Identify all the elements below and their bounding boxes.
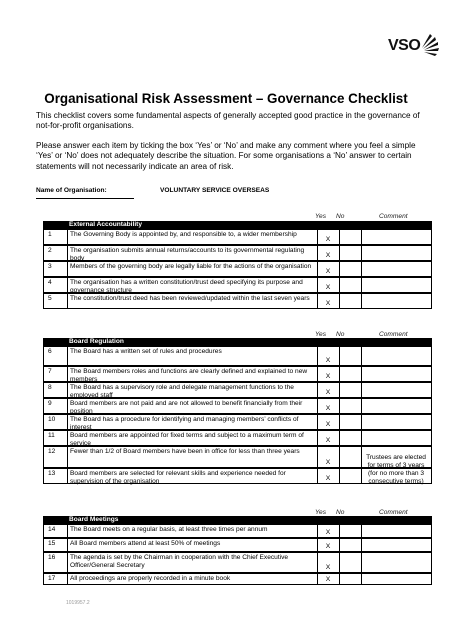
comment-field[interactable] bbox=[361, 246, 431, 260]
comment-field[interactable] bbox=[361, 367, 431, 381]
yes-checkbox-text: X bbox=[325, 252, 331, 259]
no-checkbox[interactable] bbox=[339, 246, 362, 260]
checklist-row bbox=[43, 552, 432, 573]
instructions-paragraph: Please answer each item by ticking the box ‘Yes’ or ‘No’ and make any comment where you feel a simple ‘Yes’ or ‘No’ does not adequately describe the situation. For some organisations a ‘No’ answer to certain statements will not necessarily indicate an area of risk. bbox=[36, 141, 416, 171]
item-number bbox=[44, 294, 68, 308]
yes-checkbox[interactable] bbox=[317, 525, 340, 537]
yes-checkbox[interactable] bbox=[317, 246, 340, 260]
yes-checkbox[interactable] bbox=[317, 553, 340, 572]
no-checkbox[interactable] bbox=[339, 347, 362, 365]
item-number-text: 1 bbox=[48, 231, 52, 238]
checklist-row bbox=[43, 430, 432, 446]
item-number-text: 7 bbox=[48, 368, 52, 375]
yes-checkbox-text: X bbox=[325, 300, 331, 307]
checklist-row bbox=[43, 346, 432, 366]
document-reference: 1019957.2 bbox=[66, 600, 90, 606]
yes-checkbox[interactable] bbox=[317, 347, 340, 365]
no-checkbox[interactable] bbox=[339, 447, 362, 467]
section-title: Board Meetings bbox=[69, 516, 119, 523]
logo-text: VSO bbox=[388, 37, 421, 54]
item-number-text: 11 bbox=[48, 432, 55, 439]
yes-checkbox-text: X bbox=[325, 564, 331, 571]
no-checkbox[interactable] bbox=[339, 539, 362, 551]
item-statement-text: The organisation submits annual returns/accounts to its governmental regulating body bbox=[70, 247, 305, 262]
item-number-text: 8 bbox=[48, 384, 52, 391]
yes-checkbox-text: X bbox=[325, 284, 331, 291]
checklist-row bbox=[43, 245, 432, 261]
comment-field[interactable] bbox=[361, 294, 431, 308]
comment-field[interactable] bbox=[361, 574, 431, 584]
item-statement-text: Fewer than 1/2 of Board members have been in office for less than three years bbox=[70, 448, 300, 455]
checklist-row bbox=[43, 261, 432, 277]
comment-field[interactable] bbox=[361, 278, 431, 292]
comment-field[interactable] bbox=[361, 447, 431, 485]
column-header-no: No bbox=[336, 213, 345, 220]
item-statement bbox=[67, 415, 318, 429]
item-number-text: 16 bbox=[48, 554, 56, 561]
yes-checkbox-text: X bbox=[325, 576, 331, 583]
item-number bbox=[44, 278, 68, 292]
sunburst-icon bbox=[418, 32, 440, 60]
organisation-underline bbox=[36, 198, 134, 199]
item-number bbox=[44, 553, 68, 572]
item-statement bbox=[67, 574, 318, 584]
comment-field[interactable] bbox=[361, 525, 431, 537]
no-checkbox[interactable] bbox=[339, 469, 362, 483]
item-number bbox=[44, 525, 68, 537]
no-checkbox[interactable] bbox=[339, 574, 362, 584]
item-statement bbox=[67, 347, 318, 365]
no-checkbox[interactable] bbox=[339, 230, 362, 244]
checklist-row bbox=[43, 229, 432, 245]
yes-checkbox[interactable] bbox=[317, 230, 340, 244]
yes-checkbox[interactable] bbox=[317, 447, 340, 467]
checklist-row bbox=[43, 468, 432, 484]
yes-checkbox-text: X bbox=[325, 437, 331, 444]
column-header-comment: Comment bbox=[379, 509, 408, 516]
item-number-text: 6 bbox=[48, 348, 52, 355]
item-statement-text: All proceedings are properly recorded in a minute book bbox=[70, 575, 231, 582]
yes-checkbox-text: X bbox=[325, 236, 331, 243]
item-statement bbox=[67, 539, 318, 551]
comment-field[interactable] bbox=[361, 383, 431, 397]
item-number-text: 4 bbox=[48, 279, 52, 286]
item-statement-text: Board members are not paid and are not allowed to benefit financially from their position bbox=[70, 400, 303, 415]
yes-checkbox-text: X bbox=[325, 421, 331, 428]
no-checkbox[interactable] bbox=[339, 553, 362, 572]
yes-checkbox[interactable] bbox=[317, 431, 340, 445]
organisation-label: Name of Organisation: bbox=[36, 187, 107, 194]
item-statement bbox=[67, 294, 318, 308]
no-checkbox[interactable] bbox=[339, 383, 362, 397]
checklist-row bbox=[43, 293, 432, 309]
yes-checkbox-text: X bbox=[325, 268, 331, 275]
comment-field[interactable] bbox=[361, 431, 431, 445]
no-checkbox[interactable] bbox=[339, 415, 362, 429]
vso-logo bbox=[388, 32, 438, 62]
yes-checkbox[interactable] bbox=[317, 367, 340, 381]
comment-field[interactable] bbox=[361, 469, 431, 483]
item-number bbox=[44, 383, 68, 397]
yes-checkbox[interactable] bbox=[317, 383, 340, 397]
item-statement-text: The Governing Body is appointed by, and responsible to, a wider membership bbox=[70, 231, 297, 238]
yes-checkbox[interactable] bbox=[317, 399, 340, 413]
item-number-text: 5 bbox=[48, 295, 52, 302]
section-header bbox=[43, 221, 432, 229]
column-header-yes: Yes bbox=[315, 213, 326, 220]
no-checkbox[interactable] bbox=[339, 399, 362, 413]
item-statement-text: The agenda is set by the Chairman in cooperation with the Chief Executive Officer/General Secretary bbox=[70, 554, 289, 569]
item-statement-text: Board members are appointed for fixed terms and subject to a maximum term of service bbox=[70, 432, 304, 447]
item-number-text: 12 bbox=[48, 448, 56, 455]
section-title: Board Regulation bbox=[69, 338, 124, 345]
organisation-value: VOLUNTARY SERVICE OVERSEAS bbox=[160, 187, 270, 194]
checklist-row bbox=[43, 366, 432, 382]
yes-checkbox-text: X bbox=[325, 373, 331, 380]
no-checkbox[interactable] bbox=[339, 367, 362, 381]
yes-checkbox-text: X bbox=[325, 405, 331, 412]
comment-field[interactable] bbox=[361, 347, 431, 365]
yes-checkbox-text: X bbox=[325, 543, 331, 550]
no-checkbox[interactable] bbox=[339, 262, 362, 276]
comment-field[interactable] bbox=[361, 415, 431, 429]
comment-field[interactable] bbox=[361, 230, 431, 244]
item-statement-text: Board members are selected for relevant skills and experience needed for supervision of the organisation bbox=[70, 470, 286, 485]
checklist-row bbox=[43, 524, 432, 538]
no-checkbox[interactable] bbox=[339, 431, 362, 445]
checklist-row bbox=[43, 277, 432, 293]
item-statement bbox=[67, 246, 318, 260]
item-statement bbox=[67, 367, 318, 381]
item-number-text: 17 bbox=[48, 575, 56, 582]
item-statement bbox=[67, 262, 318, 276]
item-number bbox=[44, 367, 68, 381]
item-number-text: 9 bbox=[48, 400, 52, 407]
item-number-text: 14 bbox=[48, 526, 56, 533]
item-statement bbox=[67, 230, 318, 244]
yes-checkbox[interactable] bbox=[317, 539, 340, 551]
item-number-text: 2 bbox=[48, 247, 52, 254]
item-number-text: 10 bbox=[48, 416, 56, 423]
column-header-no: No bbox=[336, 509, 345, 516]
section-header bbox=[43, 516, 432, 524]
comment-field-text: Trustees are elected for terms of 3 years (for no more than 3 consecutive terms) bbox=[366, 454, 426, 485]
yes-checkbox[interactable] bbox=[317, 574, 340, 584]
yes-checkbox-text: X bbox=[325, 357, 331, 364]
comment-field[interactable] bbox=[361, 399, 431, 413]
intro-paragraph: This checklist covers some fundamental aspects of generally accepted good practice in the governance of not-for-profit organisations. bbox=[36, 111, 420, 131]
item-statement bbox=[67, 278, 318, 292]
section-header bbox=[43, 338, 432, 346]
column-header-comment: Comment bbox=[379, 213, 408, 220]
item-number bbox=[44, 539, 68, 551]
no-checkbox[interactable] bbox=[339, 294, 362, 308]
checklist-row bbox=[43, 414, 432, 430]
checklist-row bbox=[43, 382, 432, 398]
item-statement-text: Members of the governing body are legally liable for the actions of the organisation bbox=[70, 263, 312, 270]
comment-field[interactable] bbox=[361, 539, 431, 551]
item-statement-text: All Board members attend at least 50% of meetings bbox=[70, 540, 221, 547]
yes-checkbox-text: X bbox=[325, 459, 331, 466]
item-number bbox=[44, 246, 68, 260]
item-statement-text: The Board meets on a regular basis, at least three times per annum bbox=[70, 526, 268, 533]
page-title: Organisational Risk Assessment – Governance Checklist bbox=[44, 91, 408, 106]
checklist-row bbox=[43, 538, 432, 552]
column-header-yes: Yes bbox=[315, 331, 326, 338]
item-number bbox=[44, 415, 68, 429]
item-number bbox=[44, 347, 68, 365]
yes-checkbox[interactable] bbox=[317, 469, 340, 483]
yes-checkbox-text: X bbox=[325, 529, 331, 536]
checklist-row bbox=[43, 398, 432, 414]
item-statement bbox=[67, 431, 318, 445]
item-statement bbox=[67, 553, 318, 572]
item-number-text: 13 bbox=[48, 470, 56, 477]
no-checkbox[interactable] bbox=[339, 278, 362, 292]
item-statement bbox=[67, 447, 318, 467]
yes-checkbox[interactable] bbox=[317, 294, 340, 308]
column-header-no: No bbox=[336, 331, 345, 338]
item-number-text: 3 bbox=[48, 263, 52, 270]
yes-checkbox-text: X bbox=[325, 389, 331, 396]
item-statement-text: The constitution/trust deed has been reviewed/updated within the last seven years bbox=[70, 295, 310, 302]
item-statement bbox=[67, 399, 318, 413]
item-statement-text: The Board has a supervisory role and delegate management functions to the employed staff bbox=[70, 384, 294, 399]
no-checkbox[interactable] bbox=[339, 525, 362, 537]
item-statement-text: The Board has a procedure for identifying and managing members’ conflicts of interest bbox=[70, 416, 299, 431]
yes-checkbox-text: X bbox=[325, 475, 331, 482]
comment-field[interactable] bbox=[361, 553, 431, 572]
item-number bbox=[44, 431, 68, 445]
item-number bbox=[44, 574, 68, 584]
comment-field[interactable] bbox=[361, 262, 431, 276]
item-number-text: 15 bbox=[48, 540, 56, 547]
checklist-row bbox=[43, 573, 432, 585]
item-number bbox=[44, 262, 68, 276]
yes-checkbox[interactable] bbox=[317, 262, 340, 276]
item-statement-text: The Board members roles and functions are clearly defined and explained to new members bbox=[70, 368, 308, 383]
item-number bbox=[44, 230, 68, 244]
item-statement bbox=[67, 469, 318, 483]
section-title: External Accountability bbox=[69, 221, 143, 228]
yes-checkbox[interactable] bbox=[317, 415, 340, 429]
item-statement-text: The organisation has a written constitution/trust deed specifying its purpose and governance structure bbox=[70, 279, 303, 294]
item-statement bbox=[67, 383, 318, 397]
column-header-yes: Yes bbox=[315, 509, 326, 516]
item-number bbox=[44, 469, 68, 483]
item-statement bbox=[67, 525, 318, 537]
item-statement-text: The Board has a written set of rules and procedures bbox=[70, 348, 222, 355]
column-header-comment: Comment bbox=[379, 331, 408, 338]
item-number bbox=[44, 447, 68, 467]
item-number bbox=[44, 399, 68, 413]
yes-checkbox[interactable] bbox=[317, 278, 340, 292]
